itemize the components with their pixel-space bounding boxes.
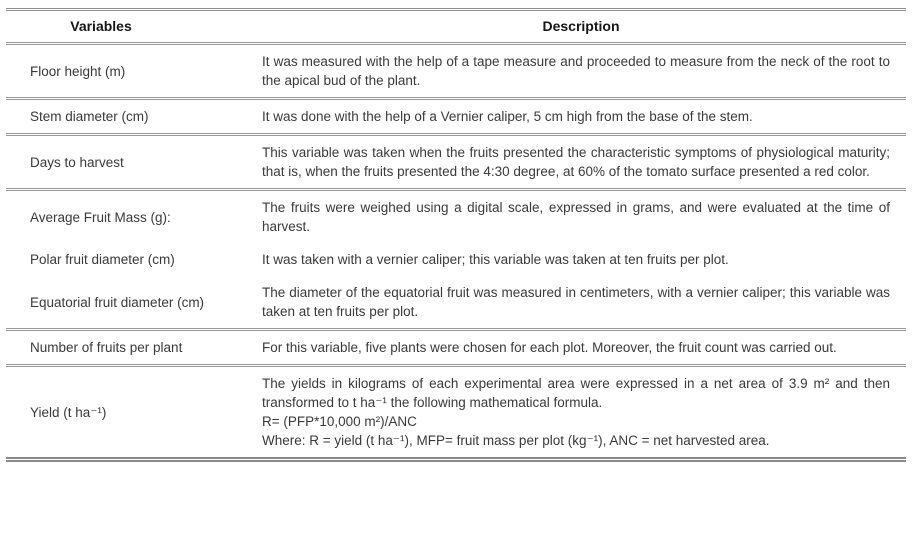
variable-name: Stem diameter (cm) [30, 109, 149, 124]
variable-description: For this variable, five plants were chosen for each plot. Moreover, the fruit count was carried out. [262, 340, 837, 355]
variable-description: It was done with the help of a Vernier caliper, 5 cm high from the base of the stem. [262, 109, 753, 124]
variable-description: It was measured with the help of a tape measure and proceeded to measure from the neck of the root to the apical bud of the plant. [262, 54, 890, 88]
variable-name: Number of fruits per plant [30, 340, 183, 355]
table-row [6, 45, 906, 97]
table-row [6, 136, 906, 188]
variables-description-table [6, 8, 906, 462]
column-header-description: Description [542, 18, 620, 34]
table-row [6, 276, 906, 328]
section-fruit-measurements [6, 188, 906, 328]
variable-name: Days to harvest [30, 154, 124, 170]
section-floor-height [6, 42, 906, 97]
yield-description-intro: The yields in kilograms of each experimental area were expressed in a net area of 3.9 m² and then transformed to t ha⁻¹ the following mathematical formula. [262, 376, 890, 410]
table-header-row [6, 11, 906, 42]
variable-name: Floor height (m) [30, 63, 126, 79]
table-row [6, 367, 906, 457]
variable-description: It was taken with a vernier caliper; this variable was taken at ten fruits per plot. [262, 252, 729, 267]
table-row [6, 331, 906, 364]
variable-description: The fruits were weighed using a digital scale, expressed in grams, and were evaluated at the time of harvest. [262, 200, 890, 234]
section-days-to-harvest [6, 133, 906, 188]
section-number-of-fruits [6, 328, 906, 364]
variable-name: Yield (t ha⁻¹) [30, 404, 107, 420]
variable-name: Polar fruit diameter (cm) [30, 252, 175, 267]
variable-description: The diameter of the equatorial fruit was measured in centimeters, with a vernier caliper; this variable was taken at ten fruits per plot. [262, 285, 890, 319]
table-row [6, 100, 906, 133]
table-row [6, 243, 906, 276]
variable-description: This variable was taken when the fruits presented the characteristic symptoms of physiological maturity; that is, when the fruits presented the 4:30 degree, at 60% of the tomato surface presented a red color. [262, 145, 890, 179]
variable-description [256, 374, 906, 450]
column-header-variables: Variables [70, 18, 132, 34]
table-row [6, 191, 906, 243]
yield-where-clause: Where: R = yield (t ha⁻¹), MFP= fruit mass per plot (kg⁻¹), ANC = net harvested area. [262, 433, 770, 448]
section-stem-diameter [6, 97, 906, 133]
section-yield [6, 364, 906, 457]
yield-formula: R= (PFP*10,000 m²)/ANC [262, 414, 417, 429]
variable-name: Average Fruit Mass (g): [30, 209, 171, 225]
variable-name: Equatorial fruit diameter (cm) [30, 294, 205, 310]
